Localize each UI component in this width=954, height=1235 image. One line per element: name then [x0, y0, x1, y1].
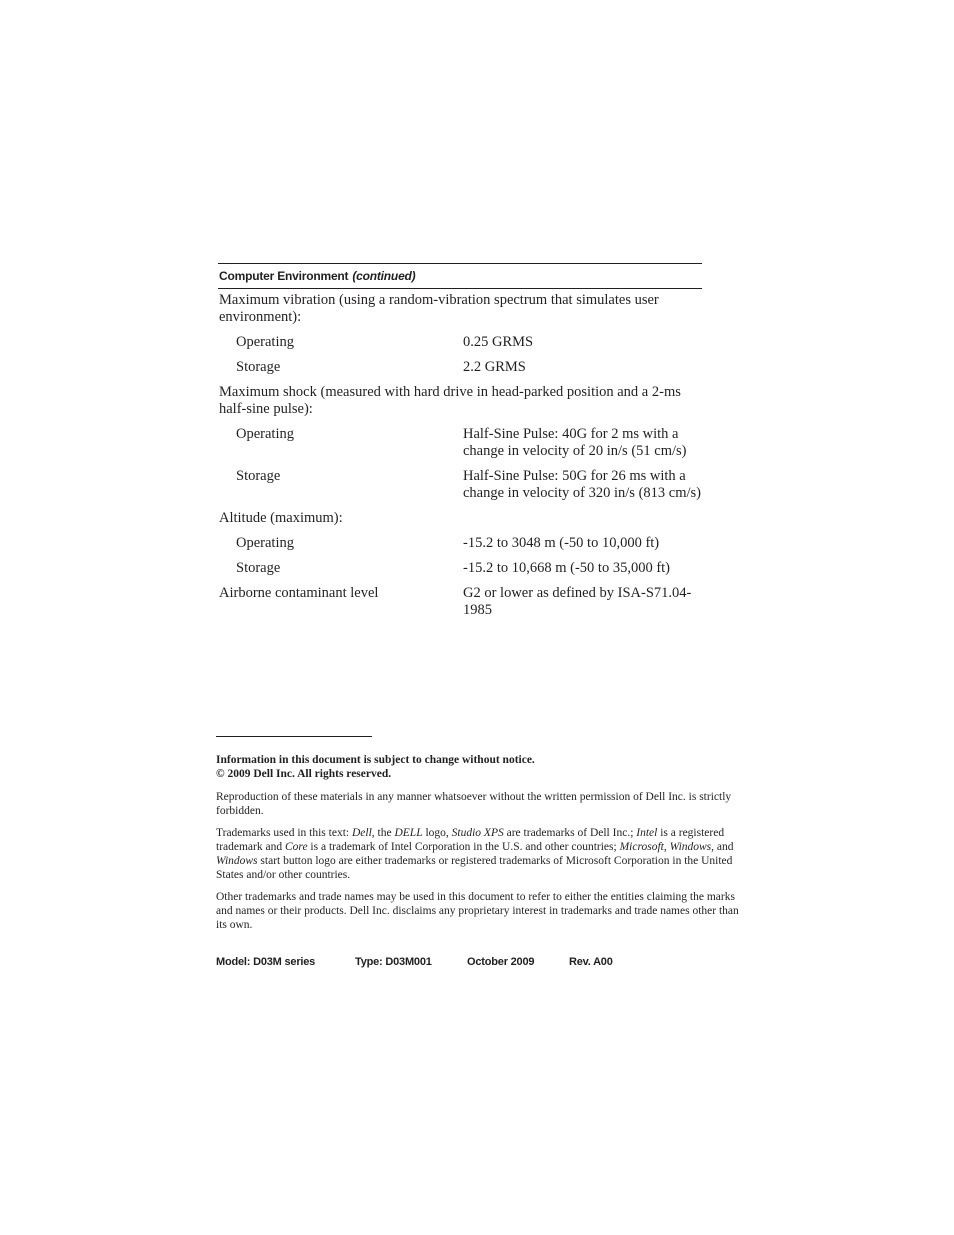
trademark-text: , and [711, 841, 734, 853]
section-heading: Maximum shock (measured with hard drive in head-parked position and a 2-ms half-sine pulse): [219, 384, 681, 417]
trademark-dell: Dell [351, 827, 372, 839]
notice-change: Information in this document is subject to change without notice. [216, 754, 535, 766]
trademark-windows: Windows [216, 855, 258, 867]
table-header [218, 263, 702, 289]
table-row [218, 535, 702, 552]
trademark-text: is a trademark of Intel Corporation in the U.S. and other countries; [307, 841, 620, 853]
legal-notice [216, 753, 741, 940]
row-label: Storage [236, 560, 281, 576]
row-value: G2 or lower as defined by ISA-S71.04-1985 [463, 585, 692, 618]
table-row [218, 560, 702, 577]
row-label: Storage [236, 359, 281, 375]
row-label: Operating [236, 334, 294, 350]
trademark-core: Core [284, 841, 308, 853]
trademark-microsoft: Microsoft [619, 841, 664, 853]
table-title: Computer Environment [219, 269, 349, 283]
footer-rev: Rev. A00 [569, 956, 613, 968]
environment-table [218, 263, 702, 627]
trademark-dell-logo: DELL [394, 827, 423, 839]
section-heading: Maximum vibration (using a random-vibration spectrum that simulates user environment): [219, 292, 659, 325]
trademark-text: are trademarks of Dell Inc.; [503, 827, 637, 839]
trademark-text: logo, [422, 827, 452, 839]
footer-type: Type: D03M001 [355, 956, 432, 968]
row-value: 0.25 GRMS [463, 334, 534, 350]
trademark-studio-xps: Studio XPS [451, 827, 504, 839]
row-label: Airborne contaminant level [219, 585, 379, 601]
footer-date: October 2009 [467, 956, 535, 968]
document-footer [216, 956, 613, 968]
table-row [218, 334, 702, 351]
table-row [218, 426, 702, 460]
footer-model: Model: D03M series [216, 956, 316, 968]
trademark-text: start button logo are either trademarks or registered trademarks of Microsoft Corporation in the United States and/or other countries. [216, 855, 733, 881]
row-value: Half-Sine Pulse: 40G for 2 ms with a change in velocity of 20 in/s (51 cm/s) [463, 426, 687, 459]
row-value: -15.2 to 3048 m (-50 to 10,000 ft) [463, 535, 660, 551]
notice-reproduction: Reproduction of these materials in any manner whatsoever without the written permission of Dell Inc. is strictly forbidden. [216, 791, 732, 817]
table-row [218, 468, 702, 502]
row-value: 2.2 GRMS [463, 359, 526, 375]
table-row [218, 359, 702, 376]
notice-heading [216, 753, 741, 781]
table-row [218, 585, 702, 619]
trademark-windows: Windows [669, 841, 712, 853]
notice-trademarks [216, 826, 741, 882]
trademark-text: is a registered trademark and [216, 827, 725, 853]
trademark-text: , the [371, 827, 395, 839]
table-body [218, 289, 702, 619]
trademark-intel: Intel [636, 827, 658, 839]
table-title-suffix: (continued) [352, 269, 416, 283]
footnote-rule [216, 736, 372, 737]
trademark-text: Trademarks used in this text: [216, 827, 352, 839]
row-label: Operating [236, 535, 294, 551]
row-value: Half-Sine Pulse: 50G for 26 ms with a change in velocity of 320 in/s (813 cm/s) [463, 468, 701, 501]
section-heading: Altitude (maximum): [219, 510, 343, 526]
notice-other-trademarks: Other trademarks and trade names may be used in this document to refer to either the entities claiming the marks and names or their products. Dell Inc. disclaims any proprietary interest in trademarks and trade names other than its own. [216, 891, 739, 931]
row-value: -15.2 to 10,668 m (-50 to 35,000 ft) [463, 560, 671, 576]
row-label: Operating [236, 426, 294, 442]
notice-copyright: © 2009 Dell Inc. All rights reserved. [216, 768, 392, 780]
trademark-text: , [663, 841, 670, 853]
row-label: Storage [236, 468, 281, 484]
